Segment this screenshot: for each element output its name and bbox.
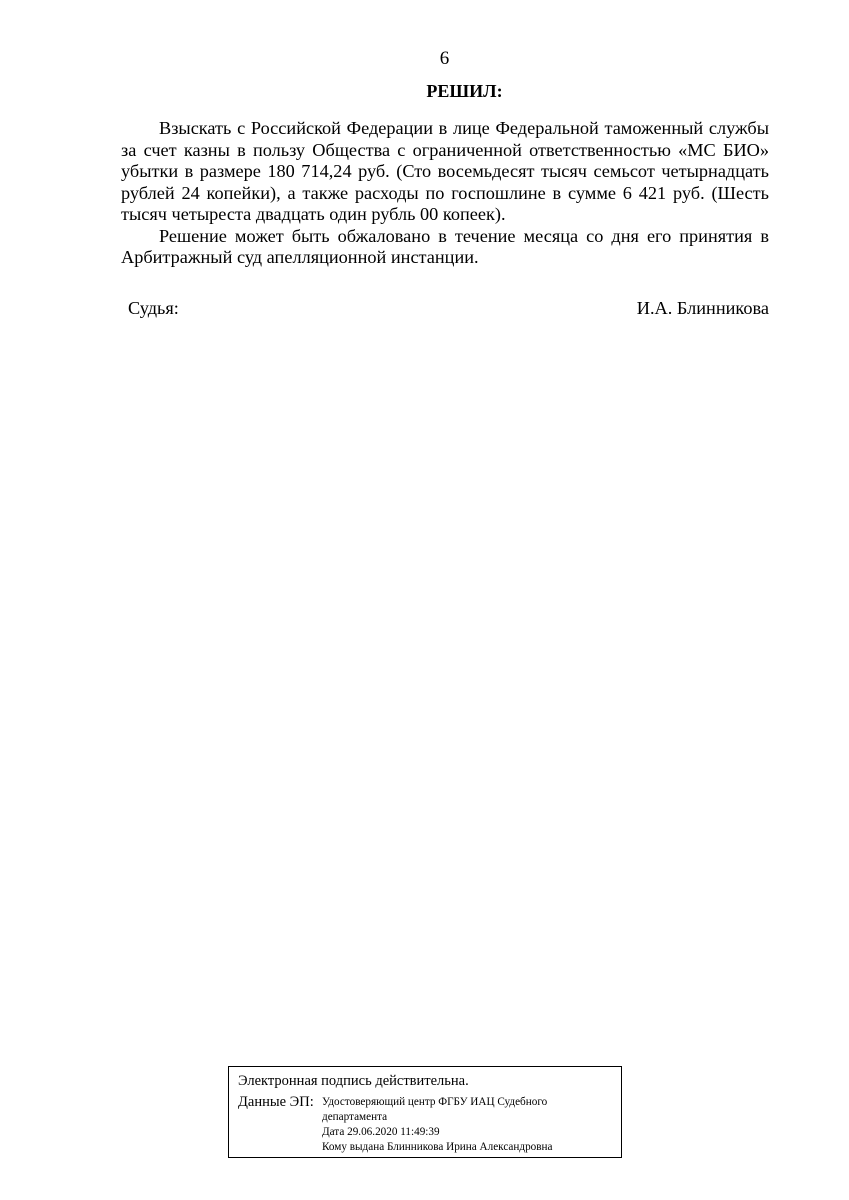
page-number: 6 bbox=[439, 48, 450, 69]
signature-details bbox=[322, 1095, 612, 1155]
electronic-signature-stamp bbox=[228, 1066, 622, 1158]
signature-date: Дата 29.06.2020 11:49:39 bbox=[322, 1126, 440, 1138]
judge-label: Судья: bbox=[128, 298, 179, 318]
decision-paragraph-appeal: Решение может быть обжаловано в течение месяца со дня его принятия в Арбитражный суд апелляционной инстанции. bbox=[121, 225, 769, 267]
decision-heading: РЕШИЛ: bbox=[426, 81, 503, 101]
signature-issued-to: Кому выдана Блинникова Ирина Александровна bbox=[322, 1141, 553, 1153]
signature-issuer: Удостоверяющий центр ФГБУ ИАЦ Судебного департамента bbox=[322, 1096, 548, 1123]
signature-data-label: Данные ЭП: bbox=[238, 1094, 314, 1110]
signature-status: Электронная подпись действительна. bbox=[238, 1073, 469, 1089]
decision-body bbox=[121, 118, 769, 269]
decision-paragraph-award: Взыскать с Российской Федерации в лице Федеральной таможенный службы за счет казны в пользу Общества с ограниченной ответственностью «МС БИО» убытки в размере 180 714,24 руб. (Сто восемьдесят тысяч семьсот четырнадцать рублей 24 копейки), а также расходы по госпошлине в сумме 6 421 руб. (Шесть тысяч четыреста двадцать один рубль 00 копеек). bbox=[121, 118, 769, 224]
judge-name: И.А. Блинникова bbox=[636, 298, 769, 318]
